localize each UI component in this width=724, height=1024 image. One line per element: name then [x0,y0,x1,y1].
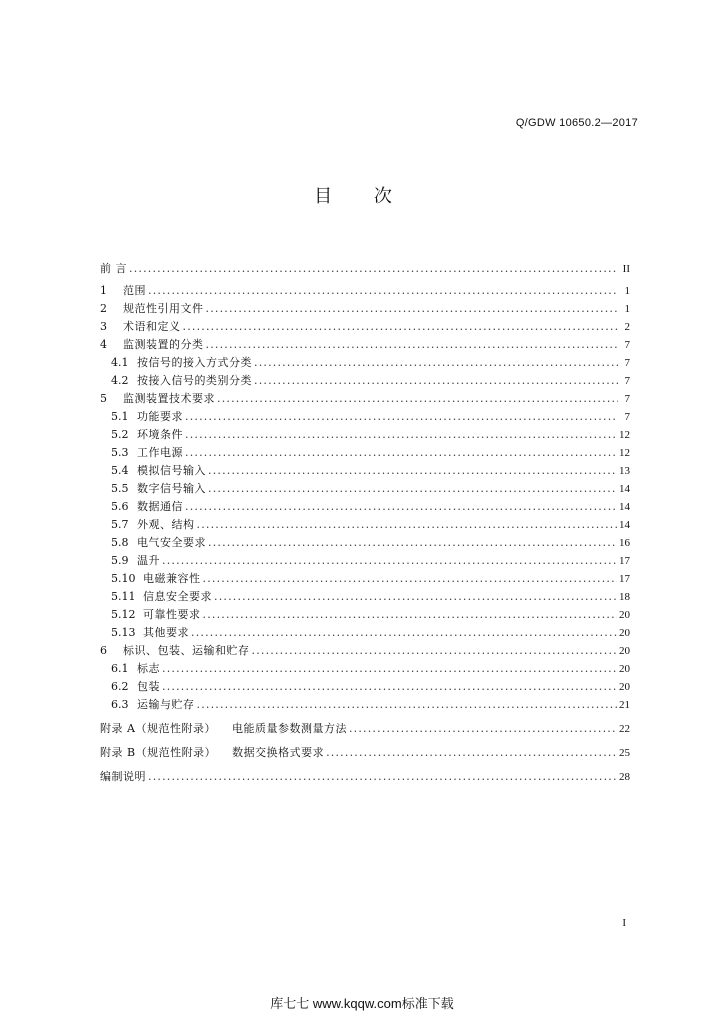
toc-entry-label: 模拟信号输入 [137,464,206,477]
toc-entry[interactable] [100,390,630,408]
toc-subentry[interactable] [100,426,630,444]
toc-subentry[interactable] [100,534,630,552]
toc-entry-number: 4 [100,338,107,351]
toc-entry-page: 7 [624,411,630,423]
toc-leader-dots [197,696,618,714]
toc-entry-number: 6.1 [111,662,129,675]
toc-leader-dots [252,642,618,660]
toc-entry-page: 14 [619,519,630,531]
toc-entry-number: 5.2 [111,428,129,441]
toc-entry-page: 12 [619,429,630,441]
toc-subentry[interactable] [100,570,630,588]
toc-entry-label: 电磁兼容性 [143,572,201,585]
toc-entry-number: 5 [100,392,107,405]
appendix-label: 附录 A（规范性附录） [100,722,216,735]
toc-entry-label: 运输与贮存 [137,698,195,711]
toc-subentry[interactable] [100,660,630,678]
toc-appendix-a[interactable] [100,720,630,738]
toc-entry-page: 18 [619,591,630,603]
watermark-text: 库七七 www.kqqw.com标准下载 [270,996,454,1011]
toc-entry-page: 17 [619,573,630,585]
toc-entry-page: 28 [619,771,630,783]
toc-subentry[interactable] [100,462,630,480]
toc-entry-page: 20 [619,609,630,621]
toc-entry-page: 7 [624,393,630,405]
toc-appendix-b[interactable] [100,744,630,762]
toc-subentry[interactable] [100,678,630,696]
page-number: I [622,917,626,929]
toc-leader-dots [203,570,618,588]
toc-leader-dots [162,660,617,678]
toc-entry-label: 温升 [137,554,160,567]
toc-entry-foreword[interactable] [100,260,630,278]
toc-entry-number: 6.3 [111,698,129,711]
toc-leader-dots [129,260,618,278]
toc-leader-dots [197,516,618,534]
toc-entry-label: 范围 [123,284,146,297]
toc-entry-label: 标志 [137,662,160,675]
toc-entry-label: 按信号的接入方式分类 [137,356,252,369]
toc-leader-dots [208,534,617,552]
toc-subentry[interactable] [100,498,630,516]
toc-entry-number: 5.7 [111,518,129,531]
toc-subentry[interactable] [100,372,630,390]
toc-entry[interactable] [100,336,630,354]
toc-leader-dots [214,588,617,606]
toc-leader-dots [185,444,617,462]
toc-entry-label: 外观、结构 [137,518,195,531]
toc-entry-label: 标识、包装、运输和贮存 [123,644,250,657]
toc-leader-dots [148,282,618,300]
toc-entry[interactable] [100,318,630,336]
toc-subentry[interactable] [100,444,630,462]
toc-entry-label: 监测装置技术要求 [123,392,215,405]
appendix-title: 电能质量参数测量方法 [231,722,347,735]
toc-entry-page: 14 [619,483,630,495]
toc-entry-page: 2 [624,321,630,333]
toc-entry-label: 信息安全要求 [143,590,212,603]
toc-subentry[interactable] [100,624,630,642]
toc-entry-number: 6 [100,644,107,657]
toc-leader-dots [148,768,617,786]
toc-leader-dots [217,390,618,408]
toc-leader-dots [206,336,619,354]
toc-subentry[interactable] [100,588,630,606]
toc-entry-page: 13 [619,465,630,477]
toc-leader-dots [254,372,618,390]
toc-subentry[interactable] [100,516,630,534]
toc-leader-dots [183,318,619,336]
toc-entry-page: 16 [619,537,630,549]
toc-leader-dots [349,720,617,738]
toc-entry-page: 14 [619,501,630,513]
toc-entry-label: 前 言 [100,262,127,275]
toc-entry-number: 5.11 [111,590,136,603]
toc-entry-label: 术语和定义 [123,320,181,333]
toc-entry-number: 5.1 [111,410,129,423]
toc-leader-dots [185,408,618,426]
toc-entry-label: 按接入信号的类别分类 [137,374,252,387]
toc-leader-dots [254,354,618,372]
toc-entry-page: 7 [624,339,630,351]
toc-entry-number: 5.13 [111,626,136,639]
toc-entry-label: 监测装置的分类 [123,338,204,351]
toc-entry-label: 工作电源 [137,446,183,459]
toc-entry-label: 功能要求 [137,410,183,423]
toc-entry-label: 规范性引用文件 [123,302,204,315]
toc-subentry[interactable] [100,696,630,714]
toc-entry-page: 20 [619,627,630,639]
toc-entry-number: 3 [100,320,107,333]
toc-leader-dots [185,498,617,516]
toc-entry-number: 2 [100,302,107,315]
toc-entry-label: 环境条件 [137,428,183,441]
toc-entry-label: 数据通信 [137,500,183,513]
toc-entry-label: 电气安全要求 [137,536,206,549]
toc-entry-label: 其他要求 [143,626,189,639]
toc-leader-dots [203,606,618,624]
toc-entry-number: 5.4 [111,464,129,477]
toc-entry-label: 编制说明 [100,770,146,783]
toc-entry-page: II [622,263,630,275]
toc-entry[interactable] [100,300,630,318]
toc-entry-page: 12 [619,447,630,459]
toc-entry-page: 1 [624,303,630,315]
toc-entry-page: 20 [619,663,630,675]
toc-entry-compilation-notes[interactable] [100,768,630,786]
toc-entry-number: 5.5 [111,482,129,495]
toc-entry-page: 7 [624,357,630,369]
toc-entry-page: 20 [619,681,630,693]
toc-subentry[interactable] [100,354,630,372]
table-of-contents [100,260,630,786]
toc-entry-number: 1 [100,284,107,297]
toc-entry-label: 数字信号输入 [137,482,206,495]
toc-entry-number: 5.3 [111,446,129,459]
toc-entry-number: 6.2 [111,680,129,693]
toc-entry-number: 4.1 [111,356,129,369]
toc-entry-number: 5.12 [111,608,136,621]
toc-leader-dots [208,462,617,480]
toc-entry-number: 5.6 [111,500,129,513]
toc-entry-page: 25 [619,747,630,759]
toc-entry-page: 7 [624,375,630,387]
toc-entry-page: 21 [619,699,630,711]
toc-leader-dots [162,552,617,570]
toc-entry-page: 17 [619,555,630,567]
toc-entry-page: 22 [619,723,630,735]
toc-entry-number: 5.9 [111,554,129,567]
toc-entry-page: 1 [624,285,630,297]
toc-leader-dots [208,480,617,498]
page-title: 目 次 [314,186,410,207]
toc-subentry[interactable] [100,408,630,426]
toc-entry[interactable] [100,642,630,660]
toc-subentry[interactable] [100,480,630,498]
appendix-title: 数据交换格式要求 [232,746,325,759]
toc-subentry[interactable] [100,606,630,624]
toc-entry-label: 可靠性要求 [143,608,201,621]
toc-entry-number: 5.8 [111,536,129,549]
toc-entry[interactable] [100,282,630,300]
toc-leader-dots [326,744,617,762]
toc-leader-dots [185,426,617,444]
toc-leader-dots [162,678,617,696]
toc-entry-number: 5.10 [111,572,136,585]
toc-entry-page: 20 [619,645,630,657]
toc-subentry[interactable] [100,552,630,570]
toc-entry-label: 包装 [137,680,160,693]
appendix-label: 附录 B（规范性附录） [100,746,217,759]
toc-leader-dots [206,300,619,318]
document-code: Q/GDW 10650.2—2017 [515,117,638,129]
toc-leader-dots [191,624,617,642]
toc-entry-number: 4.2 [111,374,129,387]
